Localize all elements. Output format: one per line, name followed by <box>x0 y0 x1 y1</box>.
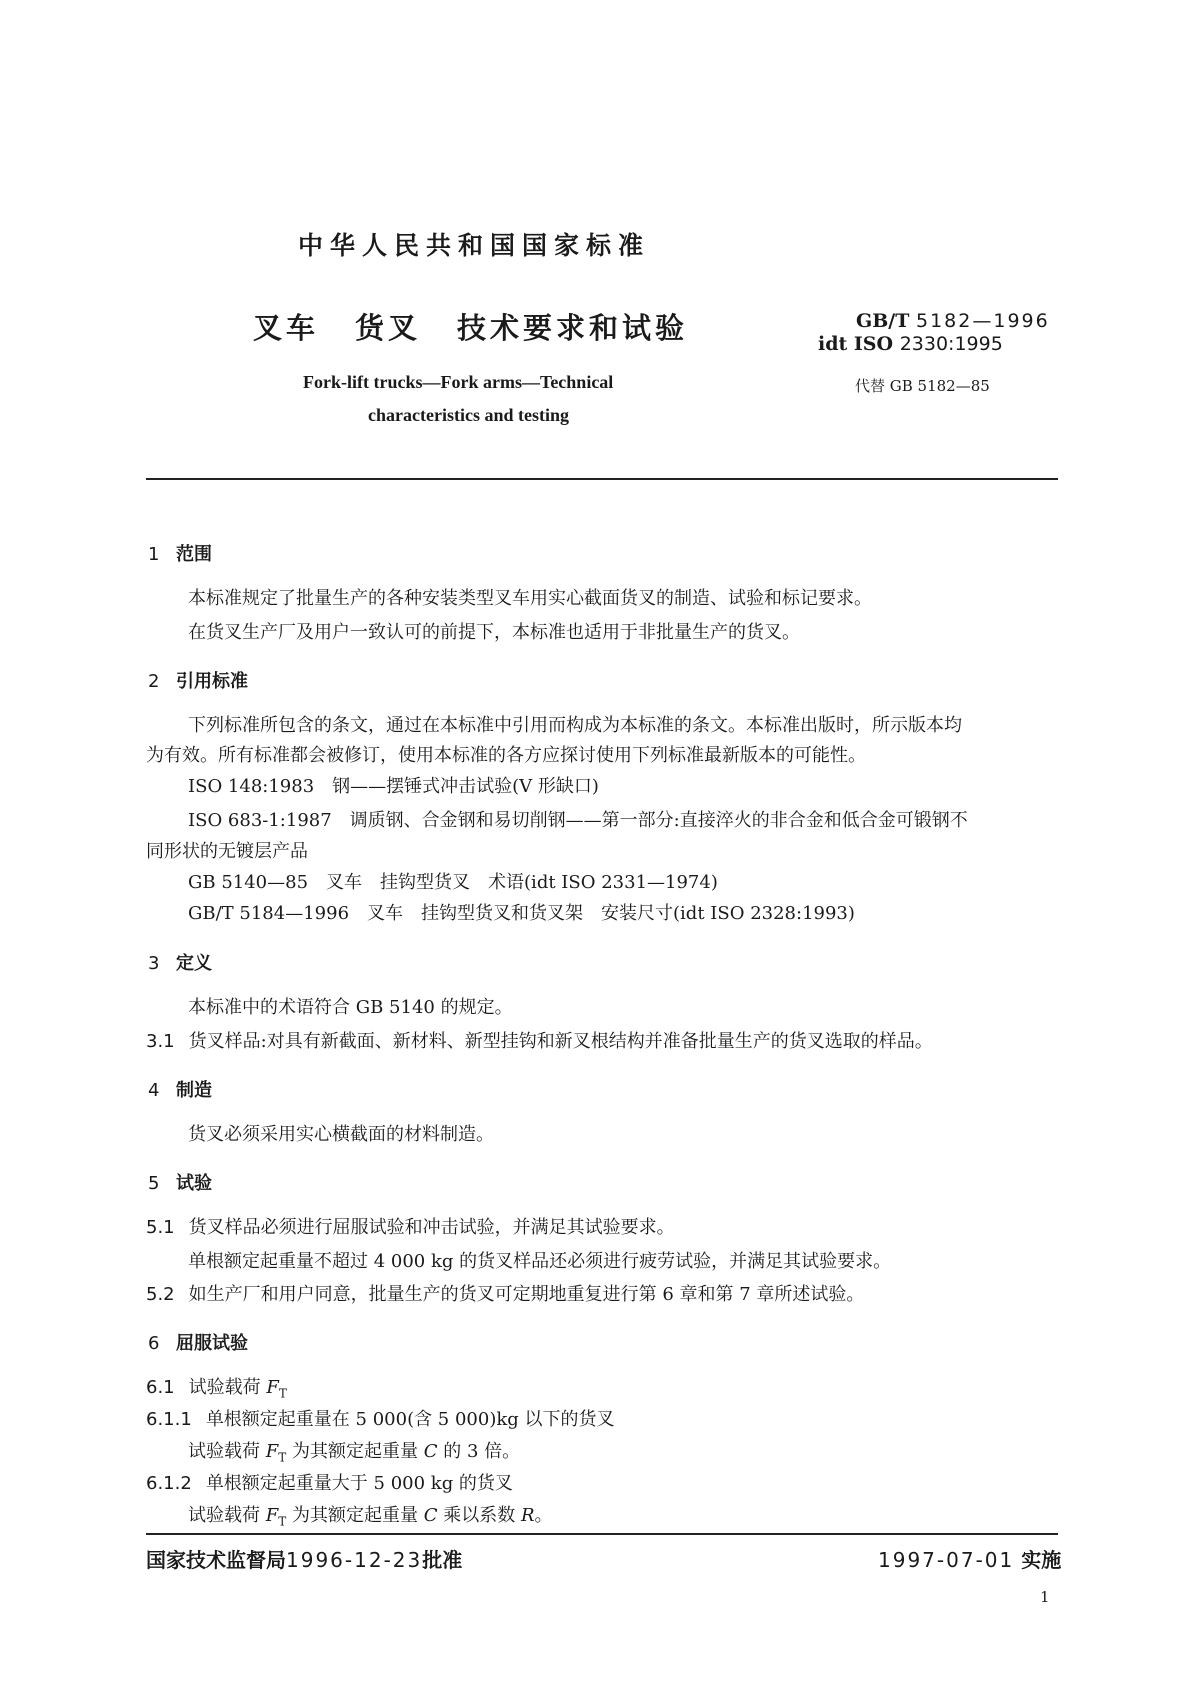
paragraph <box>188 1501 553 1529</box>
section-number: 3 <box>148 953 160 974</box>
approval-line <box>146 1544 462 1573</box>
section-number: 6 <box>148 1333 160 1354</box>
replaces-standard: 代替 GB 5182—85 <box>855 377 990 395</box>
subsection-number: 5.2 <box>146 1284 175 1305</box>
approval-authority: 国家技术监督局 <box>146 1548 286 1572</box>
subsection-number: 3.1 <box>146 1031 175 1052</box>
symbol-T-subscript: T <box>278 1514 287 1529</box>
section-title: 制造 <box>176 1080 212 1101</box>
symbol-T-subscript: T <box>278 1450 287 1465</box>
english-title-line-1: Fork-lift trucks—Fork arms—Technical <box>303 372 614 392</box>
header-divider <box>146 478 1058 480</box>
section-title: 定义 <box>176 953 212 974</box>
standard-title <box>253 306 688 347</box>
section-1-heading <box>148 540 212 566</box>
text-fragment: 为其额定起重量 <box>291 1505 418 1526</box>
subsection-text: 如生产厂和用户同意，批量生产的货叉可定期地重复进行第 6 章和第 7 章所述试验。 <box>188 1284 865 1305</box>
section-number: 2 <box>148 671 160 692</box>
text-fragment: 试验载荷 <box>188 1505 260 1526</box>
paragraph: 为有效。所有标准都会被修订，使用本标准的各方应探讨使用下列标准最新版本的可能性。 <box>146 745 866 766</box>
reference-item: ISO 148:1983 钢——摆锤式冲击试验(V 形缺口) <box>188 776 599 797</box>
idt-reference <box>818 333 1003 355</box>
symbol-F: F <box>265 1505 279 1526</box>
paragraph: 在货叉生产厂及用户一致认可的前提下，本标准也适用于非批量生产的货叉。 <box>188 622 800 643</box>
symbol-C: C <box>423 1441 438 1462</box>
national-standard-title: 中华人民共和国国家标准 <box>298 231 651 260</box>
section-title: 范围 <box>176 544 212 565</box>
subsection-3-1 <box>146 1027 933 1053</box>
section-number: 5 <box>148 1173 160 1194</box>
text-fragment: 。 <box>534 1505 553 1526</box>
section-6-heading <box>148 1329 248 1355</box>
subsection-5-2 <box>146 1280 864 1306</box>
subsection-number: 6.1 <box>146 1377 175 1398</box>
section-5-heading <box>148 1169 212 1195</box>
text-fragment: 试验载荷 <box>188 1441 260 1462</box>
subsection-text: 货叉样品必须进行屈服试验和冲击试验，并满足其试验要求。 <box>188 1217 675 1238</box>
symbol-F: F <box>265 1441 279 1462</box>
idt-code: 2330:1995 <box>899 333 1003 355</box>
paragraph <box>188 1437 520 1465</box>
subsection-text: 单根额定起重量大于 5 000 kg 的货叉 <box>205 1473 513 1494</box>
text-fragment: 乘以系数 <box>443 1505 516 1526</box>
idt-prefix: idt ISO <box>818 333 894 355</box>
paragraph: 本标准中的术语符合 GB 5140 的规定。 <box>188 997 513 1018</box>
title-part-requirements: 技术要求和试验 <box>457 311 689 345</box>
section-2-heading <box>148 667 248 693</box>
section-title: 屈服试验 <box>176 1333 248 1354</box>
subsection-number: 5.1 <box>146 1217 175 1238</box>
implementation-date: 1997-07-01 <box>878 1548 1015 1572</box>
text-fragment: 的 3 倍。 <box>443 1441 521 1462</box>
title-part-forklift: 叉车 <box>253 311 320 345</box>
subsection-number: 6.1.1 <box>146 1409 192 1430</box>
english-title-line-2: characteristics and testing <box>368 405 569 425</box>
page-number: 1 <box>1040 1588 1050 1606</box>
symbol-F: F <box>266 1377 279 1398</box>
footer-divider <box>146 1533 1058 1535</box>
standard-number <box>856 310 1050 332</box>
symbol-C: C <box>423 1505 438 1526</box>
section-number: 4 <box>148 1080 160 1101</box>
approval-date: 1996-12-23 <box>286 1548 423 1572</box>
reference-item: 同形状的无镀层产品 <box>146 841 308 862</box>
title-part-fork-arms: 货叉 <box>355 311 422 345</box>
standard-code: 5182—1996 <box>916 310 1050 332</box>
subsection-5-1 <box>146 1213 675 1239</box>
paragraph: 货叉必须采用实心横截面的材料制造。 <box>188 1124 494 1145</box>
paragraph: 单根额定起重量不超过 4 000 kg 的货叉样品还必须进行疲劳试验，并满足其试验要求。 <box>188 1251 892 1272</box>
reference-item: ISO 683-1:1987 调质钢、合金钢和易切削钢——第一部分:直接淬火的非合金和低合金可锻钢不 <box>188 810 968 831</box>
section-title: 试验 <box>176 1173 212 1194</box>
subsection-6-1 <box>146 1373 287 1401</box>
section-4-heading <box>148 1076 212 1102</box>
subsection-6-1-1 <box>146 1405 615 1431</box>
subsection-text: 单根额定起重量在 5 000(含 5 000)kg 以下的货叉 <box>205 1409 615 1430</box>
section-3-heading <box>148 949 212 975</box>
subsection-number: 6.1.2 <box>146 1473 192 1494</box>
standard-prefix: GB/T <box>856 310 910 332</box>
symbol-R: R <box>520 1505 535 1526</box>
subsection-text: 货叉样品:对具有新截面、新材料、新型挂钩和新叉根结构并准备批量生产的货叉选取的样品。 <box>188 1031 933 1052</box>
approval-suffix: 批准 <box>422 1548 463 1572</box>
section-number: 1 <box>148 544 160 565</box>
paragraph: 本标准规定了批量生产的各种安装类型叉车用实心截面货叉的制造、试验和标记要求。 <box>188 588 872 609</box>
symbol-T-subscript: T <box>278 1386 287 1401</box>
section-title: 引用标准 <box>176 671 248 692</box>
text-fragment: 为其额定起重量 <box>291 1441 418 1462</box>
reference-item: GB 5140—85 叉车 挂钩型货叉 术语(idt ISO 2331—1974) <box>188 872 718 893</box>
implementation-suffix: 实施 <box>1021 1548 1062 1572</box>
subsection-text: 试验载荷 <box>188 1377 261 1398</box>
paragraph: 下列标准所包含的条文，通过在本标准中引用而构成为本标准的条文。本标准出版时，所示版本均 <box>188 715 962 736</box>
reference-item: GB/T 5184—1996 叉车 挂钩型货叉和货叉架 安装尺寸(idt ISO 2328:1993) <box>188 903 855 924</box>
implementation-line <box>878 1544 1061 1573</box>
subsection-6-1-2 <box>146 1469 513 1495</box>
